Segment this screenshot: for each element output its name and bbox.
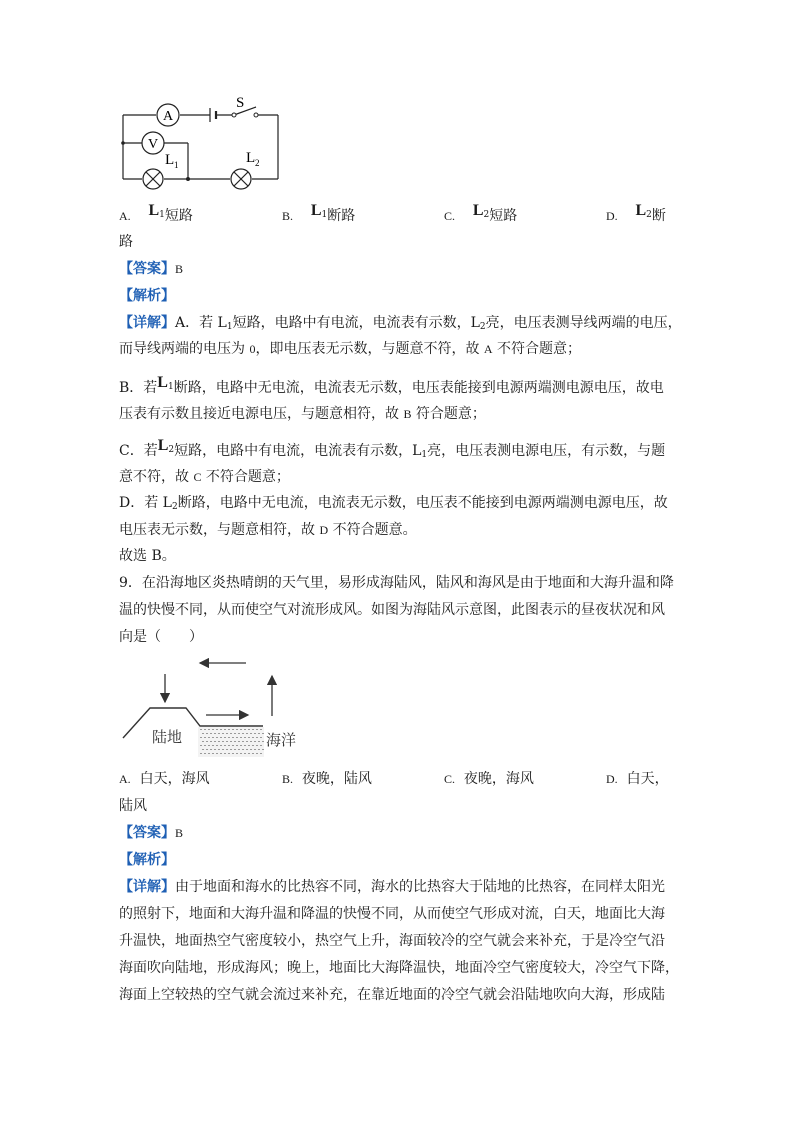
q9-detail-line4: 海面吹向陆地，形成海风；晚上，地面比大海降温快，地面冷空气密度较大，冷空气下降，	[119, 960, 679, 976]
q9-detail-line3: 升温快，地面热空气密度较小，热空气上升，海面较冷的空气就会来补充，于是冷空气沿	[119, 933, 665, 949]
q9-answer-line: 【答案】B	[119, 825, 184, 841]
svg-text:2: 2	[255, 158, 260, 168]
answer-line: 【答案】B	[119, 261, 184, 277]
sea-label: 海洋	[266, 731, 297, 749]
conclusion-line: 故选 B。	[119, 548, 176, 564]
detail-line-b1: B．若$L^1$断路，电路中无电流，电流表无示数，电压表能接到电源两端测电源电压，故电	[119, 374, 664, 396]
option-d-wrap: 路	[119, 234, 133, 250]
q9-option-a: A. 白天，海风	[119, 771, 210, 787]
svg-text:V: V	[147, 137, 159, 152]
option-a: A. $L^1$短路	[119, 202, 193, 224]
voltmeter-symbol	[142, 132, 164, 154]
q9-detail-line5: 海面上空较热的空气就会流过来补充，在靠近地面的冷空气就会沿陆地吹向大海，形成陆	[119, 987, 665, 1003]
detail-line-c2: 意不符，故 C 不符合题意；	[119, 469, 290, 485]
svg-text:A: A	[162, 109, 174, 124]
svg-text:L: L	[246, 150, 256, 166]
detail-line-c1: C．若$L^2$短路，电路中有电流，电流表有示数，$L_1$亮，电压表测电源电压，有示数，与题	[119, 437, 666, 460]
switch-label: S	[236, 95, 245, 111]
q9-option-c: C. 夜晚，海风	[444, 771, 534, 787]
q9-detail-line2: 的照射下，地面和大海升温和降温的快慢不同，从而使空气形成对流，白天，地面比大海	[119, 906, 665, 922]
q9-analysis-heading: 【解析】	[119, 852, 175, 868]
land-label: 陆地	[152, 728, 183, 746]
option-c: C. $L^2$短路	[444, 202, 518, 224]
sea-land-breeze-diagram	[118, 654, 318, 759]
analysis-heading: 【解析】	[119, 288, 175, 304]
detail-line-d1: D．若 $L_2$断路，电路中无电流，电流表无示数，电压表不能接到电源两端测电源电压，故	[119, 495, 668, 512]
q9-stem-line3: 向是（ ）	[119, 629, 203, 645]
lamp-l2-symbol	[231, 169, 251, 189]
detail-line-d2: 电压表无示数，与题意相符，故 D 不符合题意。	[119, 522, 417, 538]
q9-option-d-wrap: 陆风	[119, 798, 147, 814]
detail-line-b2: 压表有示数且接近电源电压，与题意相符，故 B 符合题意；	[119, 406, 486, 422]
ammeter-symbol	[157, 104, 179, 126]
q9-stem-line1: 9．在沿海地区炎热晴朗的天气里，易形成海陆风，陆风和海风是由于地面和大海升温和降	[119, 575, 674, 591]
detail-line-a1: 【详解】A．若 $L_1$短路，电路中有电流，电流表有示数，$L_2$亮，电压表测导线两端的电压，	[119, 315, 682, 332]
circuit-diagram	[118, 92, 288, 192]
option-d: D. $L^2$断	[606, 202, 666, 224]
q9-option-b: B. 夜晚，陆风	[282, 771, 372, 787]
svg-text:L: L	[165, 152, 175, 168]
detail-line-a2: 而导线两端的电压为 0，即电压表无示数，与题意不符，故 A 不符合题意；	[119, 341, 582, 357]
q9-detail-line1: 【详解】由于地面和海水的比热容不同，海水的比热容大于陆地的比热容，在同样太阳光	[119, 879, 665, 895]
q9-option-d: D. 白天，	[606, 771, 669, 787]
option-b: B. $L^1$断路	[282, 202, 356, 224]
svg-text:1: 1	[174, 160, 179, 170]
lamp-l1-symbol	[143, 169, 163, 189]
q9-stem-line2: 温的快慢不同，从而使空气对流形成风。如图为海陆风示意图，此图表示的昼夜状况和风	[119, 602, 665, 618]
